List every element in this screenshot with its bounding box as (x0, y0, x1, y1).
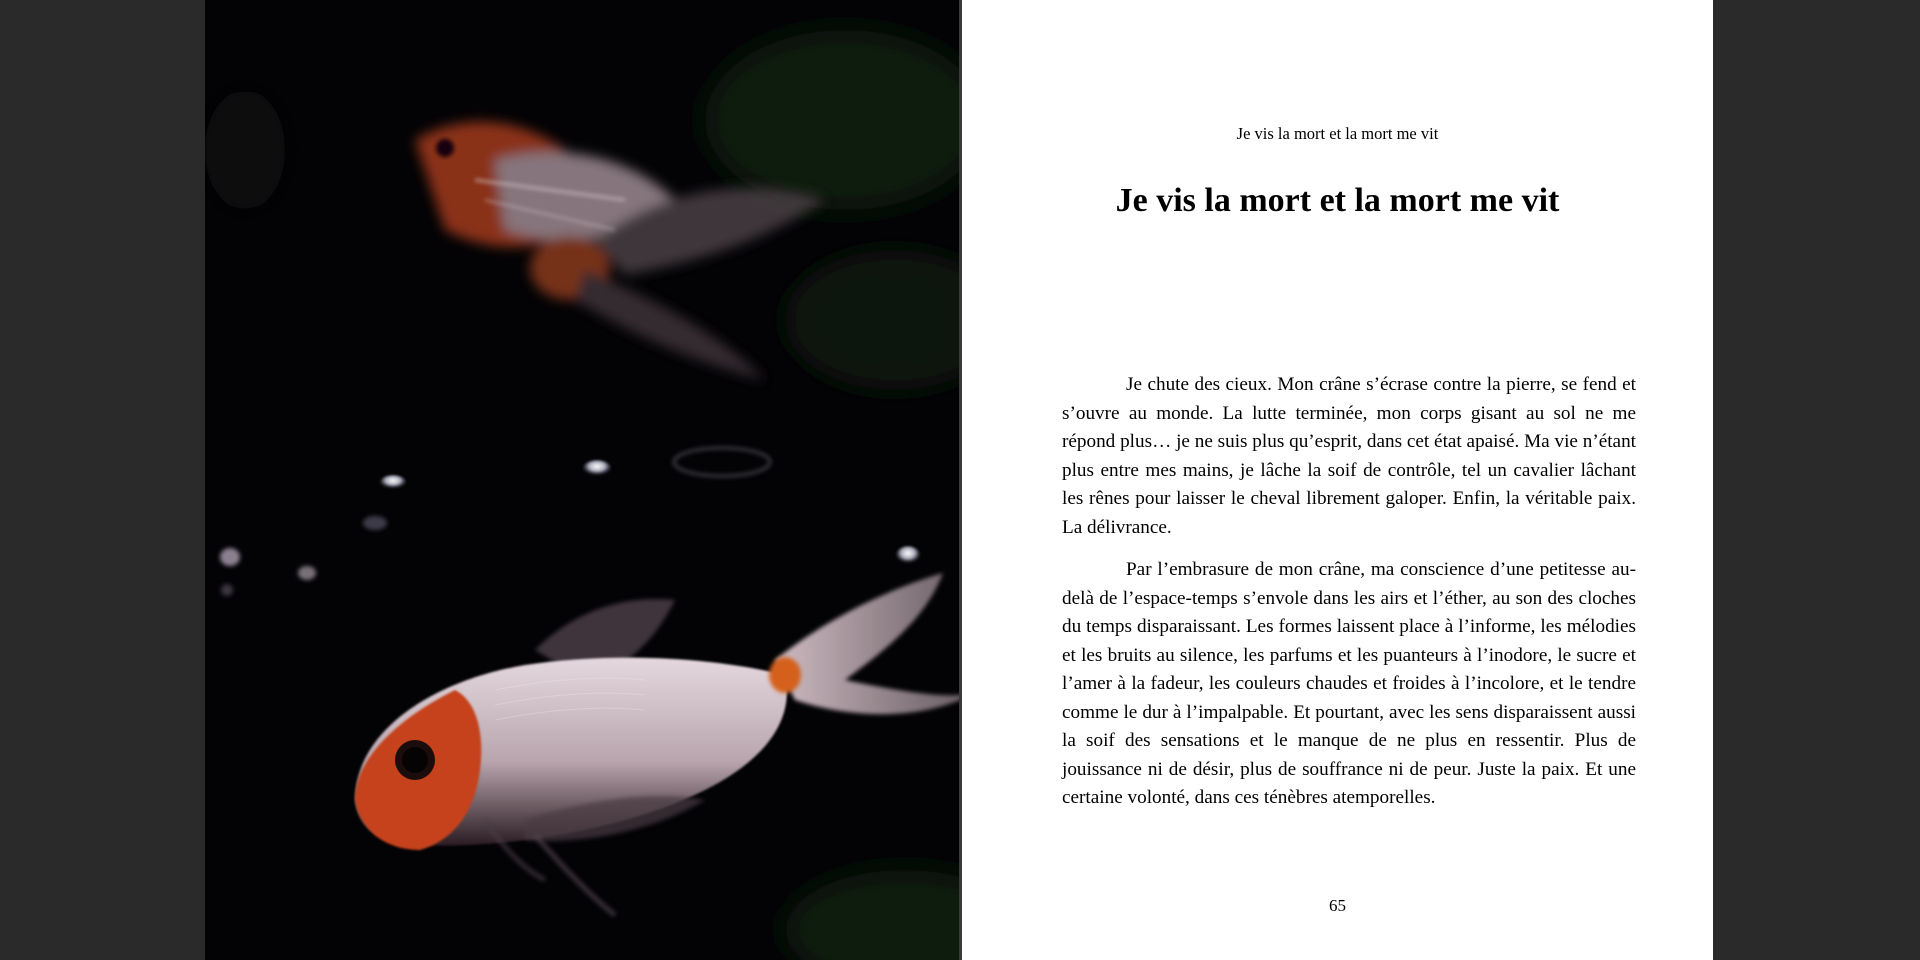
right-page (962, 0, 1713, 960)
goldfish-image (205, 0, 959, 960)
running-header: Je vis la mort et la mort me vit (1236, 124, 1439, 143)
chapter-title: Je vis la mort et la mort me vit (1115, 182, 1560, 219)
left-page-photo (205, 0, 959, 960)
paragraph: Je chute des cieux. Mon crâne s’écrase contre la pierre, se fend et s’ouvre au monde. La lutte terminée, mon corps gisant au sol ne me répond plus… je ne suis plus qu’esprit, dans cet état apaisé. Ma vie n’étant plus entre mes mains, je lâche la soif de contrôle, tel un cavalier lâchant les rênes pour laisser le cheval librement galoper. Enfin, la véritable paix. La délivrance. (1062, 374, 1636, 538)
paragraph: Par l’embrasure de mon crâne, ma conscience d’une petitesse au-delà de l’espace-temps s’envole dans les airs et l’éther, au son des cloches du temps disparaissant. Les formes laissent place à l’informe, les mélodies et les bruits au silence, les parfums et les puanteurs à l’inodore, le sucre et l’amer à la fadeur, les couleurs chaudes et froides à l’incolore, et le tendre comme le dur à l’impalpable. Et pourtant, avec les sens disparaissent aussi la soif des sensations et le manque de ne plus en ressentir. Plus de jouissance ni de désir, plus de souffrance ni de peur. Juste la paix. Et une certaine volonté, dans ces ténèbres atemporelles. (1062, 559, 1636, 808)
chapter-body (1062, 371, 1636, 827)
page-number: 65 (1329, 896, 1346, 915)
